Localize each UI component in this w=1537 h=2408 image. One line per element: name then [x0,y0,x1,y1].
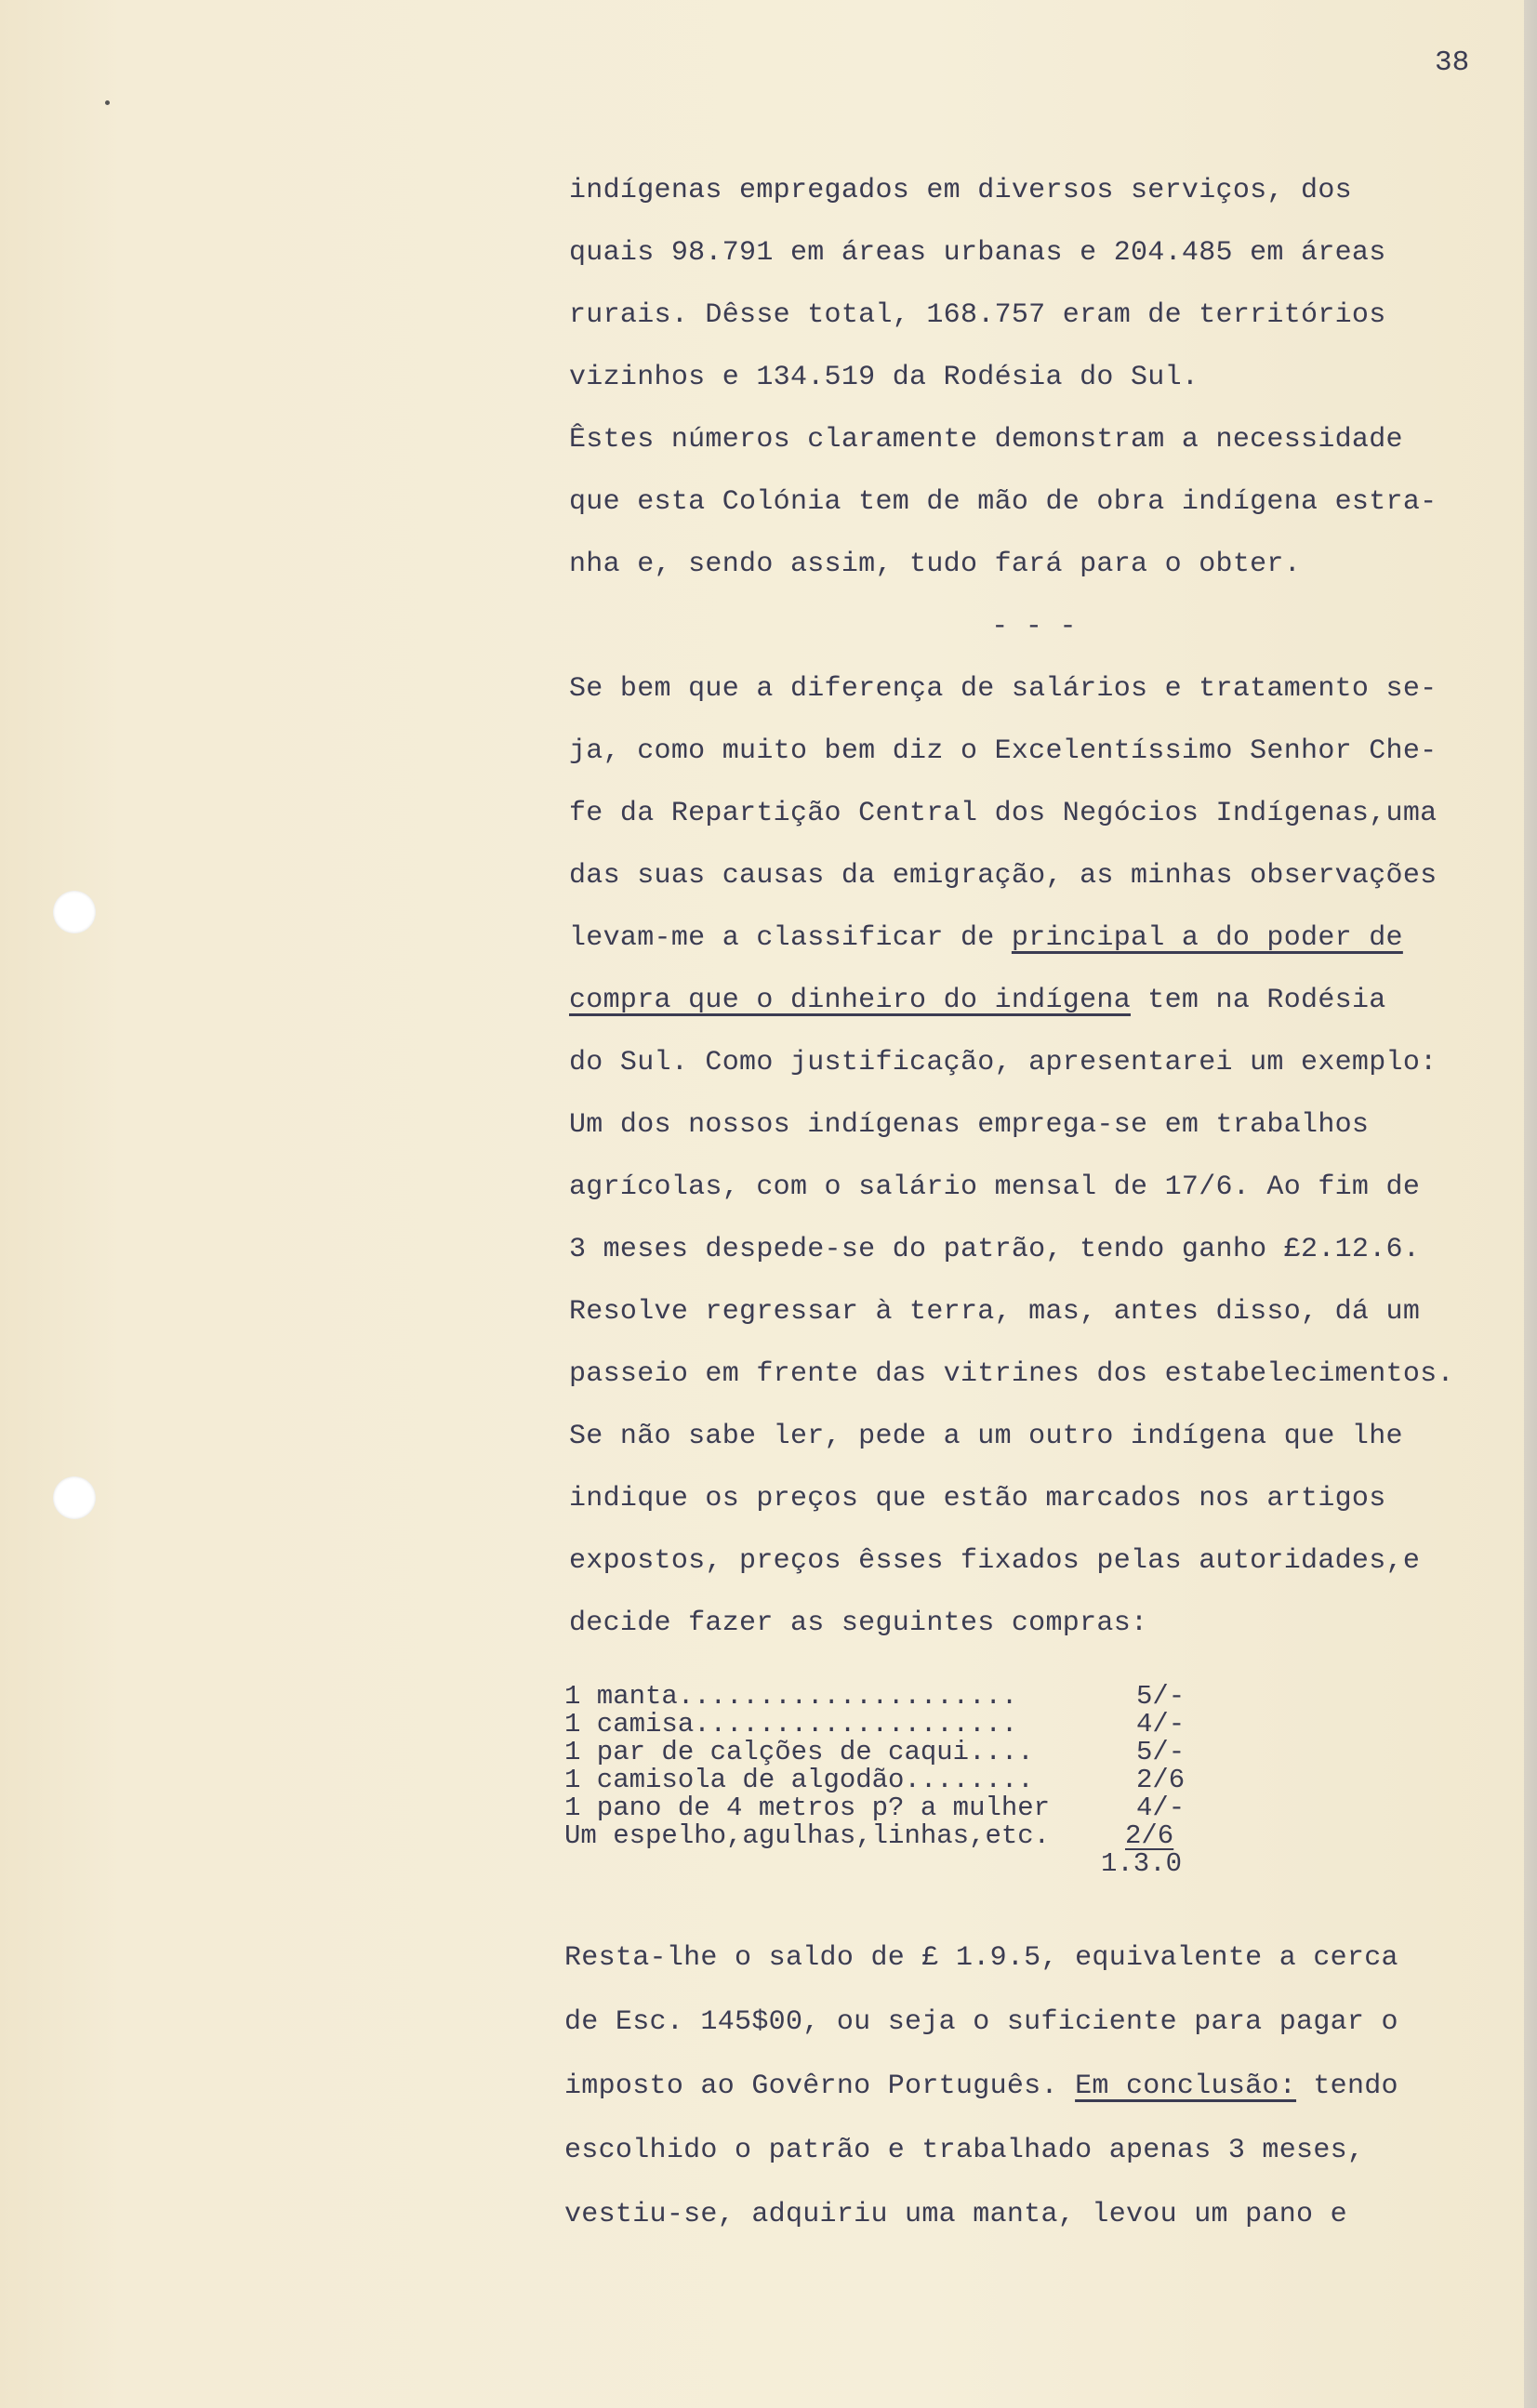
purchase-row [564,1822,1215,1850]
purchase-list [564,1681,1215,1879]
text-line: escolhido o patrão e trabalhado apenas 3 meses, [564,2135,1365,2166]
text-line: Resolve regressar à terra, mas, antes disso, dá um [569,1296,1421,1328]
purchase-price: 4/- [1136,1793,1186,1823]
purchase-price: 5/- [1136,1737,1186,1767]
purchase-row [564,1683,1215,1711]
text-line: do Sul. Como justificação, apresentarei um exemplo: [569,1047,1438,1078]
main-text [569,160,1522,1655]
text-line: das suas causas da emigração, as minhas observações [569,860,1438,892]
purchase-price: 5/- [1136,1681,1186,1712]
text-line: Se não sabe ler, pede a um outro indígena que lhe [569,1421,1403,1452]
closing-text [564,1926,1522,2247]
text-line: Se bem que a diferença de salários e tratamento se- [569,673,1438,705]
text-line: decide fazer as seguintes compras: [569,1608,1148,1639]
text-fragment: tendo [1296,2071,1398,2102]
text-line: fe da Repartição Central dos Negócios Indígenas,uma [569,798,1438,829]
purchase-total: 1.3.0 [1101,1848,1183,1879]
purchase-row [564,1711,1215,1739]
conclusion-label: Em conclusão: [1075,2071,1297,2102]
text-line: expostos, preços êsses fixados pelas autoridades,e [569,1545,1421,1577]
purchase-price: 2/6 [1136,1765,1186,1795]
text-line: indígenas empregados em diversos serviços, dos [569,175,1352,206]
purchase-item: 1 camisa.................... [564,1709,1018,1740]
text-line: indique os preços que estão marcados nos artigos [569,1483,1386,1515]
text-line [569,907,1522,970]
punch-hole-bottom [53,1476,96,1519]
text-line: Resta-lhe o saldo de £ 1.9.5, equivalente a cerca [564,1942,1398,1974]
text-line: ja, como muito bem diz o Excelentíssimo Senhor Che- [569,735,1438,767]
text-line [569,970,1522,1032]
text-line: quais 98.791 em áreas urbanas e 204.485 em áreas [569,237,1386,269]
section-separator: - - - [991,611,1077,642]
purchase-row [564,1766,1215,1794]
purchase-item: Um espelho,agulhas,linhas,etc. [564,1820,1051,1851]
text-line: vizinhos e 134.519 da Rodésia do Sul. [569,362,1199,393]
purchase-row [564,1794,1215,1822]
text-line: de Esc. 145$00, ou seja o suficiente para pagar o [564,2006,1398,2038]
text-fragment: imposto ao Govêrno Português. [564,2071,1076,2102]
text-fragment: tem na Rodésia [1131,985,1386,1016]
underlined-phrase: principal a do poder de [1011,922,1403,954]
text-line [564,2055,1522,2119]
purchase-item: 1 manta..................... [564,1681,1018,1712]
text-line: vestiu-se, adquiriu uma manta, levou um pano e [564,2199,1347,2230]
text-line: rurais. Dêsse total, 168.757 eram de territórios [569,299,1386,331]
text-line: nha e, sendo assim, tudo fará para o obter. [569,549,1302,580]
page-edge [1524,0,1537,2408]
text-fragment: levam-me a classificar de [569,922,1012,954]
text-line: passeio em frente das vitrines dos estabelecimentos. [569,1358,1454,1390]
ink-speck [105,100,110,105]
text-line: que esta Colónia tem de mão de obra indígena estra- [569,486,1438,518]
purchase-price: 2/6 [1125,1820,1174,1851]
text-line: agrícolas, com o salário mensal de 17/6. Ao fim de [569,1171,1421,1203]
page-number: 38 [1435,46,1470,79]
underlined-phrase: compra que o dinheiro do indígena [569,985,1131,1016]
purchase-price: 4/- [1136,1709,1186,1740]
purchase-item: 1 camisola de algodão........ [564,1765,1034,1795]
punch-hole-top [53,891,96,933]
text-line: Êstes números claramente demonstram a necessidade [569,424,1403,456]
purchase-item: 1 pano de 4 metros p? a mulher [564,1793,1051,1823]
text-line: 3 meses despede-se do patrão, tendo ganho £2.12.6. [569,1234,1421,1265]
text-line: Um dos nossos indígenas emprega-se em trabalhos [569,1109,1370,1141]
purchase-item: 1 par de calções de caqui.... [564,1737,1034,1767]
purchase-row [564,1739,1215,1766]
